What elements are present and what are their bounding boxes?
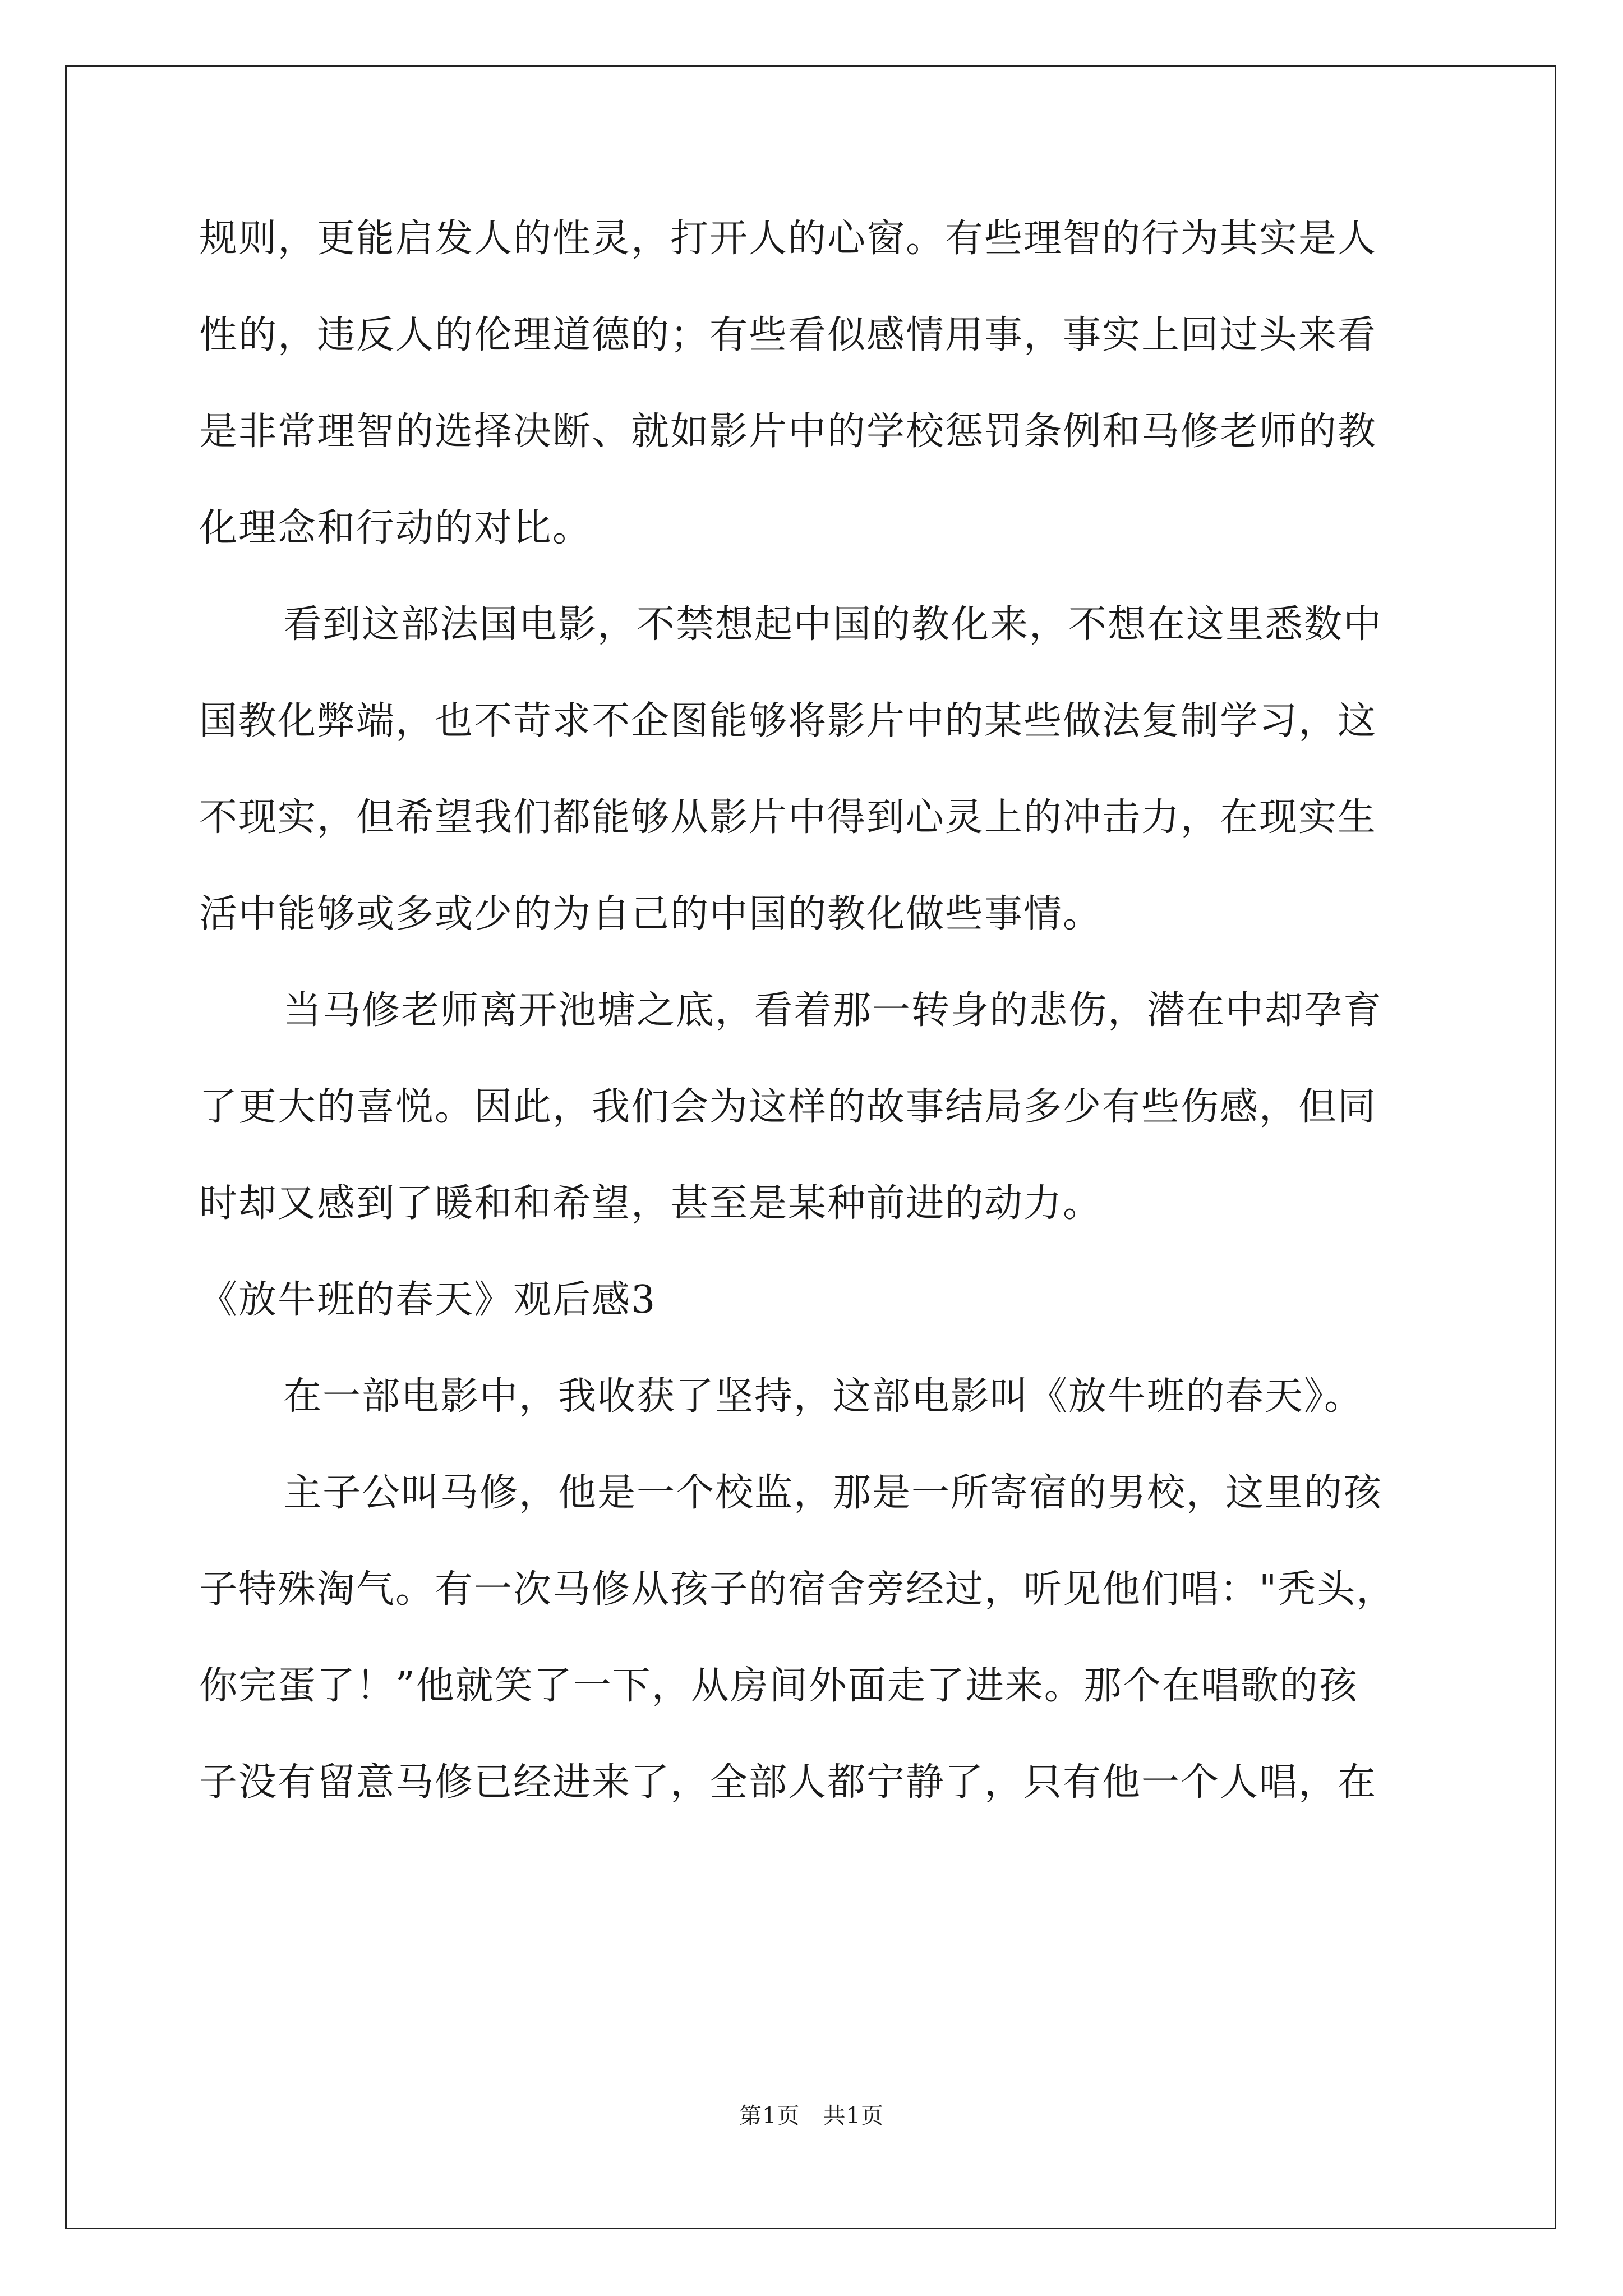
text-line: 国教化弊端，也不苛求不企图能够将影片中的某些做法复制学习，这 (199, 699, 1377, 743)
text-line: 当马修老师离开池塘之底，看着那一转身的悲伤，潜在中却孕育 (283, 988, 1383, 1033)
text-line: 子没有留意马修已经进来了，全部人都宁静了，只有他一个人唱，在 (199, 1760, 1377, 1805)
text-line: 规则，更能启发人的性灵，打开人的心窗。有些理智的行为其实是人 (199, 217, 1377, 261)
text-line: 主子公叫马修，他是一个校监，那是一所寄宿的男校，这里的孩 (283, 1471, 1383, 1515)
text-line: 活中能够或多或少的为自己的中国的教化做些事情。 (199, 892, 1103, 936)
text-line: 时却又感到了暖和和希望，甚至是某种前进的动力。 (199, 1181, 1103, 1226)
text-line: 看到这部法国电影，不禁想起中国的教化来，不想在这里悉数中 (283, 602, 1383, 647)
page-number-footer: 第1页 共1页 (739, 2103, 884, 2129)
document-body (199, 191, 1438, 1831)
text-line: 在一部电影中，我收获了坚持，这部电影叫《放牛班的春天》。 (283, 1374, 1364, 1419)
text-line: 你完蛋了！”他就笑了一下，从房间外面走了进来。那个在唱歌的孩 (199, 1664, 1358, 1708)
text-line: 子特殊淘气。有一次马修从孩子的宿舍旁经过，听见他们唱："秃头， (199, 1567, 1396, 1612)
text-line: 性的，违反人的伦理道德的；有些看似感情用事，事实上回过头来看 (199, 313, 1377, 357)
text-line: 是非常理智的选择决断、就如影片中的学校惩罚条例和马修老师的教 (199, 409, 1377, 454)
section-heading: 《放牛班的春天》观后感3 (199, 1278, 657, 1322)
text-line: 不现实，但希望我们都能够从影片中得到心灵上的冲击力，在现实生 (199, 795, 1377, 840)
text-line: 化理念和行动的对比。 (199, 506, 592, 550)
text-line: 了更大的喜悦。因此，我们会为这样的故事结局多少有些伤感，但同 (199, 1085, 1377, 1129)
